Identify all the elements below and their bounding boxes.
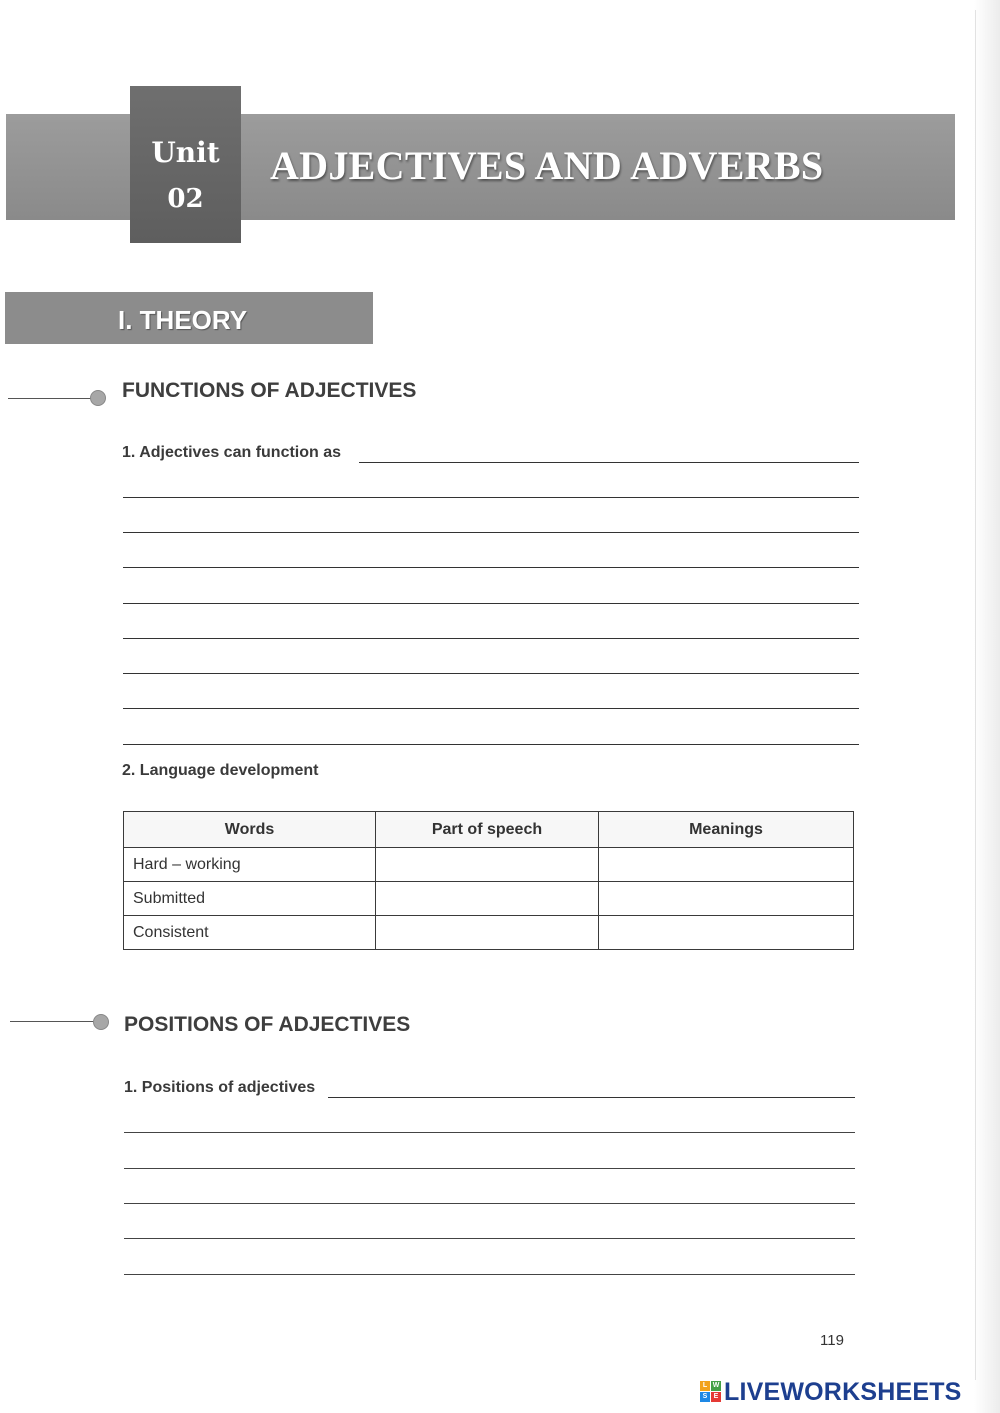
part-of-speech-cell[interactable] bbox=[376, 916, 599, 950]
word-cell: Submitted bbox=[124, 882, 376, 916]
positions-heading: POSITIONS OF ADJECTIVES bbox=[124, 1013, 411, 1036]
section-bullet-line bbox=[8, 398, 92, 399]
functions-heading: FUNCTIONS OF ADJECTIVES bbox=[122, 379, 417, 402]
unit-word: Unit bbox=[151, 136, 220, 169]
answer-line-8[interactable] bbox=[123, 708, 859, 709]
answer-line-9[interactable] bbox=[123, 744, 859, 745]
part-of-speech-cell[interactable] bbox=[376, 882, 599, 916]
page-shadow bbox=[974, 0, 1000, 1413]
answer-line-4[interactable] bbox=[123, 567, 859, 568]
header-part-of-speech: Part of speech bbox=[376, 812, 599, 848]
logo-letter: W bbox=[712, 1382, 720, 1389]
answer-line-7[interactable] bbox=[123, 673, 859, 674]
watermark-text: LIVEWORKSHEETS bbox=[724, 1378, 962, 1406]
section-bullet-dot-icon bbox=[90, 390, 106, 406]
unit-number: 02 bbox=[167, 184, 204, 214]
meaning-cell[interactable] bbox=[599, 848, 854, 882]
answer-line-6[interactable] bbox=[123, 638, 859, 639]
answer-line-13[interactable] bbox=[124, 1203, 855, 1204]
answer-line-15[interactable] bbox=[124, 1274, 855, 1275]
logo-letter: L bbox=[700, 1381, 710, 1391]
section-bullet-line bbox=[10, 1021, 94, 1022]
answer-line-12[interactable] bbox=[124, 1168, 855, 1169]
logo-letter: S bbox=[700, 1392, 710, 1402]
table-row bbox=[124, 916, 854, 950]
unit-box bbox=[130, 86, 241, 243]
answer-line-10[interactable] bbox=[328, 1097, 855, 1098]
question-language-development: 2. Language development bbox=[122, 762, 319, 779]
word-cell: Hard – working bbox=[124, 848, 376, 882]
page-edge bbox=[975, 10, 976, 1380]
table-row bbox=[124, 848, 854, 882]
header-words: Words bbox=[124, 812, 376, 848]
answer-line-14[interactable] bbox=[124, 1238, 855, 1239]
meaning-cell[interactable] bbox=[599, 916, 854, 950]
answer-line-3[interactable] bbox=[123, 532, 859, 533]
answer-line-5[interactable] bbox=[123, 603, 859, 604]
answer-line-2[interactable] bbox=[123, 497, 859, 498]
section-bullet-dot-icon bbox=[93, 1014, 109, 1030]
answer-line-1[interactable] bbox=[359, 462, 859, 463]
part-of-speech-cell[interactable] bbox=[376, 848, 599, 882]
question-adjective-functions: 1. Adjectives can function as bbox=[122, 444, 342, 461]
logo-letter: E bbox=[711, 1392, 721, 1402]
answer-line-11[interactable] bbox=[124, 1132, 855, 1133]
meaning-cell[interactable] bbox=[599, 882, 854, 916]
theory-title: I. THEORY bbox=[118, 305, 248, 335]
liveworksheets-logo-icon bbox=[700, 1381, 722, 1403]
unit-title: ADJECTIVES AND ADVERBS bbox=[270, 143, 824, 188]
table-row bbox=[124, 882, 854, 916]
header-meanings: Meanings bbox=[599, 812, 854, 848]
word-cell: Consistent bbox=[124, 916, 376, 950]
page-number: 119 bbox=[820, 1332, 844, 1349]
language-development-table bbox=[123, 811, 854, 950]
question-adjective-positions: 1. Positions of adjectives bbox=[124, 1079, 316, 1096]
table-header-row bbox=[124, 812, 854, 848]
